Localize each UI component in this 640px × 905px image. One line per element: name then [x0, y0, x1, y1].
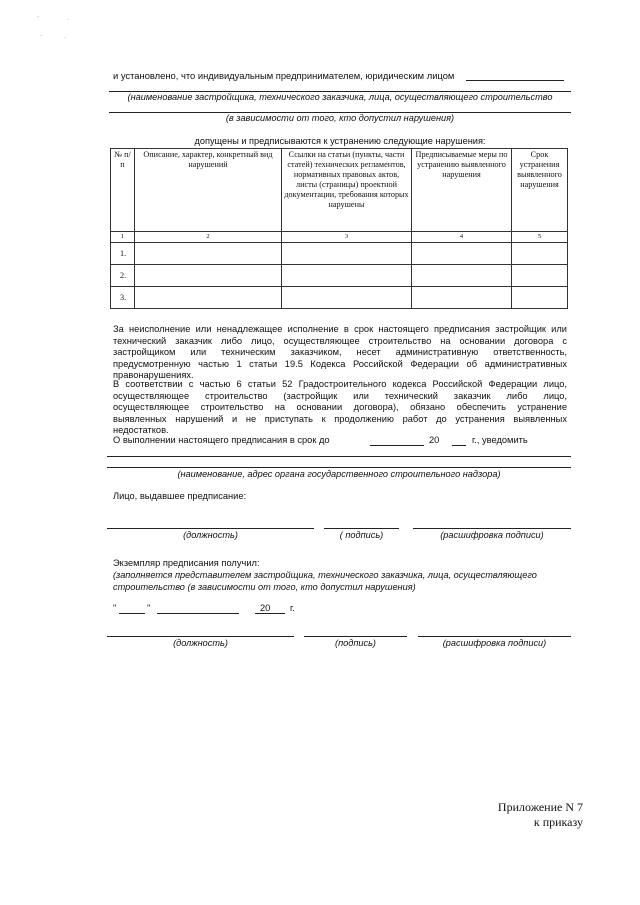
issuer-position-hint: (должность): [183, 530, 238, 540]
receiver-year-suffix: г.: [290, 603, 295, 613]
table-cell[interactable]: [135, 265, 282, 287]
issuer-signature-hint: ( подпись): [339, 530, 384, 540]
row-number: 2.: [111, 265, 135, 287]
table-cell[interactable]: [412, 243, 512, 265]
date-quote-open: ": [113, 603, 117, 613]
org-hint: (наименование, адрес органа государственного строительного надзора): [177, 469, 501, 479]
table-cell[interactable]: [282, 243, 412, 265]
notify-suffix: г., уведомить: [472, 435, 528, 445]
code-ref-line: осуществляющее строительство (застройщик или технический заказчик либо лицо,: [113, 390, 567, 401]
receiver-decode-line[interactable]: [418, 636, 571, 637]
date-quote-close: ": [147, 603, 151, 613]
receiver-signature-hint: (подпись): [335, 638, 376, 648]
liability-line: За неисполнение или ненадлежащее исполнение в срок настоящего предписания застройщик или: [113, 324, 567, 334]
table-cell[interactable]: [282, 265, 412, 287]
receiver-position-hint: (должность): [173, 638, 228, 648]
receiver-label: Экземпляр предписания получил:: [113, 558, 260, 568]
issuer-label: Лицо, выдавшее предписание:: [113, 491, 247, 501]
notify-org-line-1[interactable]: [107, 456, 571, 457]
code-ref-line: выявленных нарушений и не приступать к продолжению работ до устранения выявленных: [113, 413, 567, 424]
issuer-decode-hint: (расшифровка подписи): [440, 530, 544, 540]
receiver-signature-line[interactable]: [304, 636, 407, 637]
issuer-signature-line[interactable]: [324, 528, 399, 529]
row-number: 1.: [111, 243, 135, 265]
col-number: 1: [111, 232, 135, 243]
notify-date-blank[interactable]: [370, 445, 424, 446]
appendix-subtitle: к приказу: [533, 815, 583, 829]
code-reference-paragraph: [113, 379, 567, 437]
table-cell[interactable]: [412, 265, 512, 287]
notify-year-prefix: 20: [429, 435, 440, 445]
notify-org-line-2[interactable]: [107, 467, 571, 468]
appendix-title: Приложение N 7: [497, 800, 583, 814]
notify-year-blank[interactable]: [452, 445, 466, 446]
legal-entity-blank: [466, 80, 564, 81]
depends-hint: (в зависимости от того, кто допустил нарушения): [225, 113, 455, 123]
col-number: 4: [412, 232, 512, 243]
code-ref-line: недостатков.: [113, 425, 169, 436]
code-ref-line: осуществляющее строительство на основании договора), обязано обеспечить устранение: [113, 402, 567, 413]
issuer-position-line[interactable]: [107, 528, 314, 529]
table-row: [111, 243, 568, 265]
established-text: и установлено, что индивидуальным предпринимателем, юридическим лицом: [113, 70, 455, 81]
col-header-number: № п/п: [111, 149, 135, 232]
liability-paragraph: [113, 324, 567, 382]
receiver-decode-hint: (расшифровка подписи): [442, 638, 547, 648]
table-cell[interactable]: [282, 287, 412, 309]
table-header-row: [111, 149, 568, 232]
table-cell[interactable]: [135, 287, 282, 309]
col-header-measures: Предписываемые меры по устранению выявленного нарушения: [412, 149, 512, 232]
notify-prefix: О выполнении настоящего предписания в срок до: [113, 435, 330, 445]
table-cell[interactable]: [135, 243, 282, 265]
liability-line: правонарушениях.: [113, 370, 194, 381]
table-cell[interactable]: [512, 243, 568, 265]
violations-lead: допущены и предписываются к устранению следующие нарушения:: [194, 136, 486, 146]
table-row: [111, 287, 568, 309]
receiver-month-blank[interactable]: [157, 613, 239, 614]
issuer-decode-line[interactable]: [413, 528, 571, 529]
liability-line: предусмотренную частью 1 статьи 19.5 Кодекса Российской Федерации об административных: [113, 358, 567, 369]
receiver-year-prefix: 20: [260, 603, 271, 613]
liability-line: технический заказчик либо лицо, осуществляющее строительство на основании договора с: [113, 335, 567, 346]
col-number: 5: [512, 232, 568, 243]
table-column-numbers: [111, 232, 568, 243]
table-cell[interactable]: [512, 287, 568, 309]
receiver-day-blank[interactable]: [119, 613, 145, 614]
col-header-references: Ссылки на статьи (пункты, части статей) технических регламентов, нормативных правовых актов, листы (страницы) проектной документации, требования которых нарушены: [282, 149, 412, 232]
receiver-year-blank[interactable]: [255, 613, 285, 614]
table-cell[interactable]: [412, 287, 512, 309]
receiver-hint-line-2: строительство (в зависимости от того, кто допустил нарушения): [113, 582, 416, 592]
col-header-deadline: Срок устранения выявленного нарушения: [512, 149, 568, 232]
violations-table: [110, 148, 568, 309]
row-number: 3.: [111, 287, 135, 309]
table-cell[interactable]: [512, 265, 568, 287]
col-header-description: Описание, характер, конкретный вид нарушений: [135, 149, 282, 232]
liability-line: застройщиком или техническим заказчиком, несет административную ответственность,: [113, 347, 567, 358]
table-row: [111, 265, 568, 287]
receiver-position-line[interactable]: [107, 636, 294, 637]
col-number: 2: [135, 232, 282, 243]
col-number: 3: [282, 232, 412, 243]
builder-name-hint: (наименование застройщика, технического заказчика, лица, осуществляющего строительство: [127, 92, 553, 102]
receiver-hint-line-1: (заполняется представителем застройщика, технического заказчика, лица, осуществляющего: [113, 570, 537, 580]
code-ref-line: В соответствии с частью 6 статьи 52 Градостроительного кодекса Российской Федерации лицо,: [113, 379, 567, 389]
